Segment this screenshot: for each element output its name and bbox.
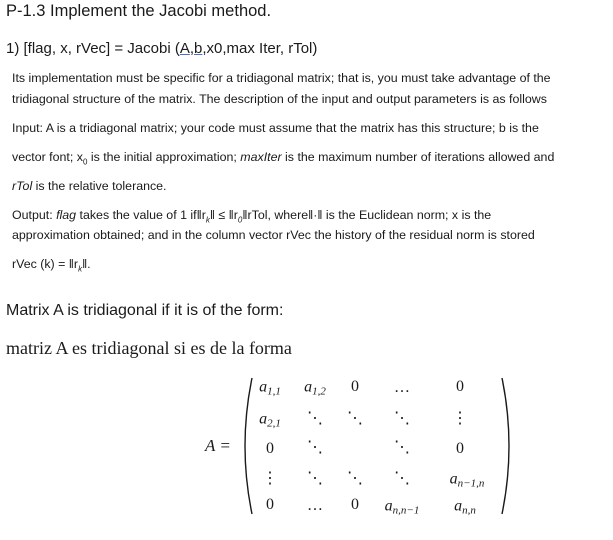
output-text: rVec (k) = ‖r (12, 257, 79, 271)
left-paren (236, 376, 256, 516)
cell-ddots: ⋱ (347, 410, 363, 427)
signature-arg-b: b (194, 40, 203, 57)
input-line-3 (12, 179, 167, 193)
cell-ddots: ⋱ (307, 439, 323, 456)
output-subscript: k (205, 215, 210, 225)
cell-hdots: … (394, 379, 410, 396)
cell-ann: $a_{n,n}$ (454, 497, 476, 517)
page-title: P-1.3 Implement the Jacobi method. (6, 2, 272, 20)
output-line-3 (12, 257, 91, 273)
cell-ddots: ⋱ (307, 470, 323, 487)
output-text: ‖. (82, 257, 91, 271)
cell-zero: 0 (266, 496, 274, 513)
output-text: ‖rTol, where‖·‖ is the Euclidean norm; x is the (242, 208, 492, 222)
cell-an1n: $a_{n-1,n}$ (449, 470, 485, 490)
cell-zero: 0 (456, 378, 464, 395)
input-italic: rTol (12, 179, 33, 193)
matrix-heading: Matrix A is tridiagonal if it is of the form: (6, 302, 284, 319)
signature-suffix: ,x0,max Iter, rTol) (202, 40, 318, 57)
cell-ddots: ⋱ (394, 439, 410, 456)
output-line-1 (12, 208, 491, 224)
cell-ann1: $a_{n,n-1}$ (384, 497, 420, 517)
cell-zero: 0 (351, 496, 359, 513)
cell-a12: $a_{1,2}$ (304, 378, 326, 398)
input-line-1: Input: A is a tridiagonal matrix; your code must assume that the matrix has this structure; b is the (12, 121, 539, 135)
output-text: takes the value of 1 if‖r (76, 208, 206, 222)
output-subscript: k (78, 264, 83, 274)
cell-zero: 0 (456, 440, 464, 457)
input-line-2 (12, 150, 554, 166)
matrix-heading-es: matriz A es tridiagonal si es de la forma (6, 338, 292, 358)
signature-arg-a: A (179, 40, 190, 57)
desc-line-2: tridiagonal structure of the matrix. The description of the input and output parameters is as follows (12, 92, 547, 106)
output-line-2: approximation obtained; and in the column vector rVec the history of the residual norm is stored (12, 228, 535, 242)
cell-zero: 0 (266, 440, 274, 457)
input-text: vector font; x (12, 150, 83, 164)
cell-vdots: ⋮ (262, 470, 278, 487)
cell-vdots: ⋮ (452, 410, 468, 427)
cell-hdots: … (307, 497, 323, 514)
input-text: is the initial approximation; (87, 150, 241, 164)
output-italic: flag (56, 208, 77, 222)
cell-a21: $a_{2,1}$ (259, 410, 281, 430)
signature-comma: , (189, 40, 195, 57)
output-text: Output: (12, 208, 57, 222)
desc-line-1: Its implementation must be specific for a tridiagonal matrix; that is, you must take advantage of the (12, 71, 551, 85)
output-text: ‖ ≤ ‖r (209, 208, 238, 222)
cell-a11: $a_{1,1}$ (259, 378, 281, 398)
output-subscript: 0 (237, 215, 243, 225)
cell-ddots: ⋱ (394, 410, 410, 427)
signature-prefix: 1) [flag, x, rVec] = Jacobi ( (6, 40, 180, 57)
cell-zero: 0 (351, 378, 359, 395)
right-paren (498, 376, 518, 516)
input-subscript: 0 (82, 157, 88, 167)
cell-ddots: ⋱ (394, 470, 410, 487)
cell-ddots: ⋱ (307, 410, 323, 427)
cell-ddots: ⋱ (347, 470, 363, 487)
function-signature (6, 40, 317, 57)
input-italic: maxIter (240, 150, 282, 164)
input-text: is the relative tolerance. (32, 179, 167, 193)
input-text: is the maximum number of iterations allowed and (281, 150, 555, 164)
matrix-lhs: A = (205, 436, 231, 455)
